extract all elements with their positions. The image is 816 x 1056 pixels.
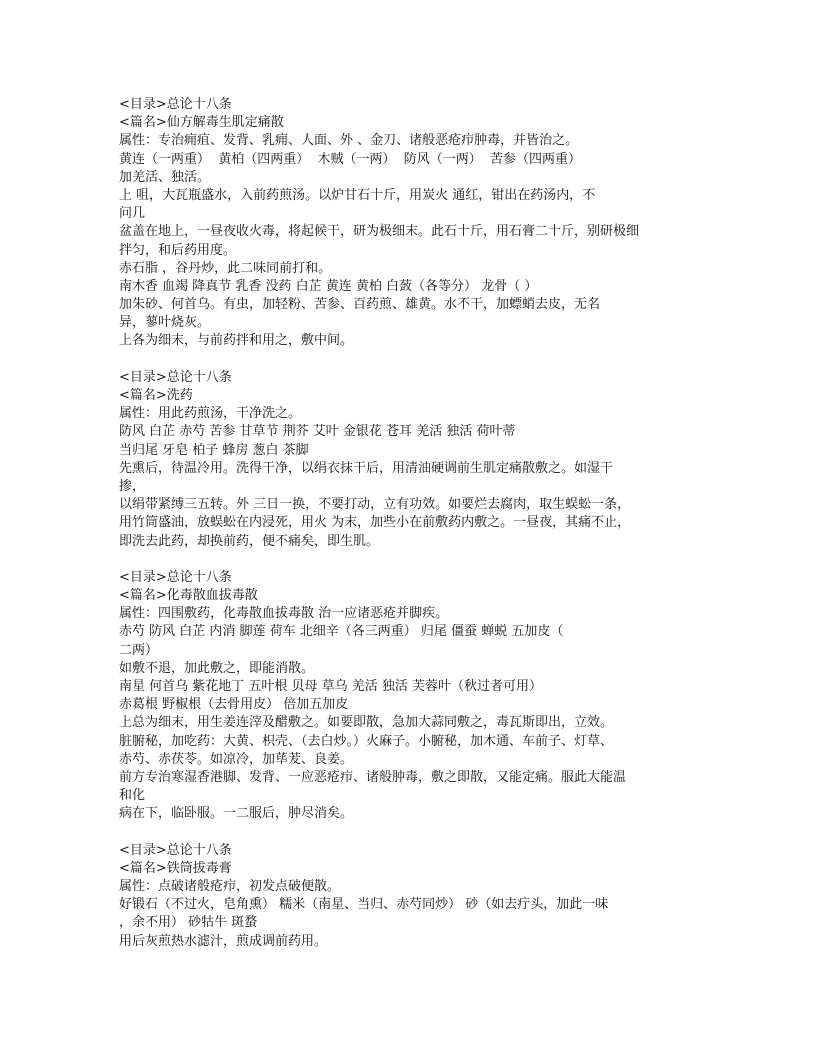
catalog-heading: <目录>总论十八条 — [119, 842, 232, 858]
text-line: 如敷不退，加此敷之，即能消散。 — [119, 660, 315, 676]
text-line: ，余不用） 砂牯牛 斑蝥 — [119, 915, 258, 931]
text-line: 赤芍 防风 白芷 内消 脚莲 荷车 北细辛（各三两重） 归尾 僵蚕 蝉蜕 五加皮（ — [119, 624, 564, 640]
text-line: 前方专治寒湿香港脚、发背、一应恶疮疖、诸般肿毒，敷之即散，又能定痛。服此大能温 — [119, 769, 627, 785]
text-line: 赤葛根 野椒根（去骨用皮） 倍加五加皮 — [119, 697, 349, 713]
text-line: 脏腑秘，加吃药：大黄、枳壳、（去白炒。）火麻子。小腑秘，加木通、车前子、灯草、 — [119, 733, 614, 749]
text-line: 用后灰煎热水滤汁，煎成调前药用。 — [119, 933, 328, 949]
catalog-heading: <目录>总论十八条 — [119, 569, 232, 585]
text-line: 防风 白芷 赤芍 苦参 甘草节 荆芥 艾叶 金银花 苍耳 羌活 独活 荷叶蒂 — [119, 424, 516, 440]
text-line: 南木香 血竭 降真节 乳香 没药 白芷 黄连 黄柏 白蔹（各等分） 龙骨（ ） — [119, 278, 538, 294]
text-line: 以绢带紧缚三五转。外 三日一换，不要打动，立有功效。如要烂去腐肉，取生蜈蚣一条， — [119, 497, 631, 513]
property-line: 属性：点破诸般疮疖，初发点破便散。 — [119, 879, 341, 895]
text-line: 当归尾 牙皂 柏子 蜂房 葱白 茶脚 — [119, 442, 309, 458]
text-line: 加羌活、独活。 — [119, 169, 211, 185]
text-line: 先熏后，待温冷用。洗得干净，以绢衣抹干后，用清油硬调前生肌定痛散敷之。如湿干 — [119, 460, 614, 476]
text-line: 好锻石（不过火，皂角熏） 糯米（南星、当归、赤芍同炒） 砂（如去疔头，加此一味 — [119, 897, 609, 913]
document-section — [119, 369, 699, 551]
text-line: 上总为细末，用生姜连滓及醋敷之。如要即散，急加大蒜同敷之，毒瓦斯即出，立效。 — [119, 715, 614, 731]
text-line: 病在下，临卧服。一二服后，肿尽消矣。 — [119, 806, 354, 822]
property-line: 属性：专治痈疽、发背、乳痈、人面、外 、金刀、诸般恶疮疖肿毒，并皆治之。 — [119, 133, 579, 149]
document-section — [119, 96, 699, 351]
text-line: 即洗去此药，却换前药，便不痛矣，即生肌。 — [119, 533, 380, 549]
text-line: 南星 何首乌 紫花地丁 五叶根 贝母 草乌 羌活 独活 芙蓉叶（秋过者可用） — [119, 679, 543, 694]
text-line: 用竹筒盛油，放蜈蚣在内浸死，用火 为末，加些小在前敷药内敷之。一昼夜，其痛不止， — [119, 515, 631, 531]
chapter-title: <篇名>化毒散血拔毒散 — [119, 588, 258, 604]
property-line: 属性：四围敷药，化毒散血拔毒散 治一应诸恶疮并脚疾。 — [119, 606, 449, 622]
document-section — [119, 842, 699, 951]
chapter-title: <篇名>洗药 — [119, 388, 193, 403]
text-line: 加朱砂、何首乌。有虫，加轻粉、苦参、百药煎、雄黄。水不干，加螵蛸去皮，无名 — [119, 297, 601, 313]
text-line: 异，蓼叶烧灰。 — [119, 315, 211, 331]
property-line: 属性：用此药煎汤，干净洗之。 — [119, 406, 302, 422]
catalog-heading: <目录>总论十八条 — [119, 97, 232, 112]
text-line: 盆盖在地上，一昼夜收火毒，将起候干，研为极细末。此石十斤，用石膏二十斤，别研极细 — [119, 224, 640, 240]
text-line: 问几 — [119, 206, 146, 222]
text-line: 赤石脂 ，谷丹炒，此二味同前打和。 — [119, 260, 332, 276]
text-line: 和化 — [119, 788, 146, 804]
text-line: 黄连（一两重） 黄柏（四两重） 木贼（一两） 防风（一两） 苦参（四两重） — [119, 151, 582, 167]
text-line: 上 咀，大瓦瓶盛水，入前药煎汤。以炉甘石十斤，用炭火 通红，钳出在药汤内，不 — [119, 187, 596, 203]
text-line: 拌匀，和后药用度。 — [119, 242, 237, 258]
chapter-title: <篇名>铁筒拔毒膏 — [119, 860, 232, 876]
catalog-heading: <目录>总论十八条 — [119, 369, 232, 385]
document-page — [119, 96, 699, 969]
text-line: 上各为细末，与前药拌和用之，敷中间。 — [119, 333, 354, 349]
text-line: 二两） — [119, 642, 159, 658]
chapter-title: <篇名>仙方解毒生肌定痛散 — [119, 115, 284, 131]
document-section — [119, 569, 699, 824]
text-line: 掺， — [119, 478, 146, 494]
text-line: 赤芍、赤茯苓。如凉冷，加荜茇、良姜。 — [119, 751, 354, 767]
